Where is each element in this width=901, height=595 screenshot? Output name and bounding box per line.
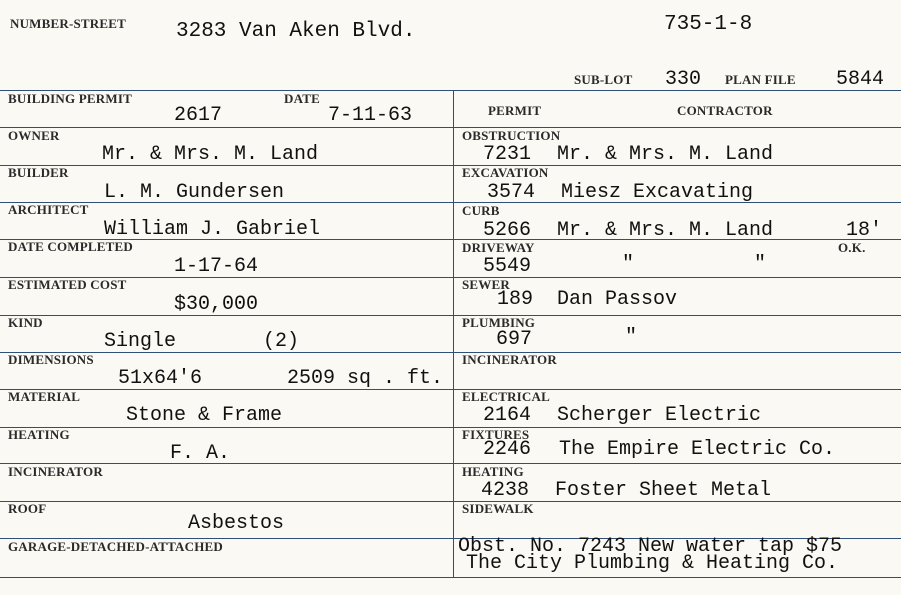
row-rule: [0, 463, 901, 464]
roof-value: Asbestos: [188, 512, 285, 535]
architect-label: ARCHITECT: [8, 202, 89, 217]
sublot-value: 330: [665, 68, 702, 91]
driveway-label: DRIVEWAY: [462, 240, 535, 255]
row-rule: [0, 427, 901, 428]
obstruction-contractor: Mr. & Mrs. M. Land: [557, 143, 774, 166]
obstruction-permit: 7231: [483, 143, 532, 166]
bottom-rule: [0, 577, 901, 578]
file-reference: 735-1-8: [664, 13, 753, 36]
incinerator-label: INCINERATOR: [8, 464, 103, 479]
incinerator-permit-label: INCINERATOR: [462, 352, 557, 367]
contractor-column-header: CONTRACTOR: [677, 103, 773, 118]
estimated-cost-label: ESTIMATED COST: [8, 277, 127, 292]
electrical-contractor: Scherger Electric: [557, 404, 762, 427]
plumbing-permit: 697: [496, 328, 533, 351]
plan-file-label: PLAN FILE: [725, 72, 796, 87]
driveway-contractor: " ": [622, 253, 767, 276]
architect-value: William J. Gabriel: [104, 218, 321, 241]
sewer-contractor: Dan Passov: [557, 288, 678, 311]
builder-label: BUILDER: [8, 165, 69, 180]
permit-column-header: PERMIT: [488, 103, 542, 118]
excavation-permit: 3574: [487, 181, 536, 204]
date-value: 7-11-63: [328, 104, 413, 127]
electrical-permit: 2164: [483, 404, 532, 427]
date-completed-value: 1-17-64: [174, 255, 259, 278]
date-label: DATE: [284, 91, 320, 106]
date-completed-label: DATE COMPLETED: [8, 239, 133, 254]
plumbing-contractor: ": [625, 326, 638, 349]
number-street-label: NUMBER-STREET: [10, 16, 127, 31]
estimated-cost-value: $30,000: [174, 293, 259, 316]
garage-label: GARAGE-DETACHED-ATTACHED: [8, 539, 223, 554]
curb-permit: 5266: [483, 219, 532, 242]
plumbing-label: PLUMBING: [462, 315, 536, 330]
sewer-label: SEWER: [462, 277, 510, 292]
builder-value: L. M. Gundersen: [104, 181, 285, 204]
curb-contractor: Mr. & Mrs. M. Land: [557, 219, 774, 242]
kind-extra: (2): [263, 330, 300, 353]
obstruction-label: OBSTRUCTION: [462, 128, 561, 143]
fixtures-permit: 2246: [483, 438, 532, 461]
sidewalk-label: SIDEWALK: [462, 501, 534, 516]
row-rule: [0, 277, 901, 278]
material-value: Stone & Frame: [126, 404, 283, 427]
heating-value: F. A.: [170, 442, 231, 465]
curb-length: 18': [846, 219, 883, 242]
kind-value: Single: [104, 330, 177, 353]
excavation-contractor: Miesz Excavating: [561, 181, 754, 204]
dimensions-value: 51x64'6: [118, 367, 203, 390]
building-permit-value: 2617: [174, 104, 223, 127]
curb-label: CURB: [462, 203, 500, 218]
obstruction-note-line2: The City Plumbing & Heating Co.: [466, 552, 839, 575]
dimensions-area: 2509 sq . ft.: [287, 367, 444, 390]
building-permit-label: BUILDING PERMIT: [8, 91, 132, 106]
heating-permit: 4238: [481, 479, 530, 502]
curb-ok-note: O.K.: [838, 240, 866, 255]
obstruction-note-line1: Obst. No. 7243 New water tap $75: [458, 535, 843, 558]
fixtures-contractor: The Empire Electric Co.: [559, 438, 836, 461]
material-label: MATERIAL: [8, 389, 81, 404]
header-rule: [0, 90, 901, 91]
heating-contractor: Foster Sheet Metal: [555, 479, 772, 502]
plan-file-value: 5844: [836, 68, 885, 91]
owner-value: Mr. & Mrs. M. Land: [102, 143, 319, 166]
sublot-label: SUB-LOT: [574, 72, 633, 87]
driveway-permit: 5549: [483, 255, 532, 278]
fixtures-label: FIXTURES: [462, 427, 530, 442]
kind-label: KIND: [8, 315, 43, 330]
address-value: 3283 Van Aken Blvd.: [176, 20, 416, 43]
center-divider: [453, 90, 454, 578]
roof-label: ROOF: [8, 501, 47, 516]
row-rule: [0, 127, 901, 128]
owner-label: OWNER: [8, 128, 60, 143]
electrical-label: ELECTRICAL: [462, 389, 550, 404]
heating-permit-label: HEATING: [462, 464, 524, 479]
dimensions-label: DIMENSIONS: [8, 352, 94, 367]
heating-label: HEATING: [8, 427, 70, 442]
sewer-permit: 189: [497, 288, 534, 311]
excavation-label: EXCAVATION: [462, 165, 549, 180]
row-rule: [0, 315, 901, 316]
